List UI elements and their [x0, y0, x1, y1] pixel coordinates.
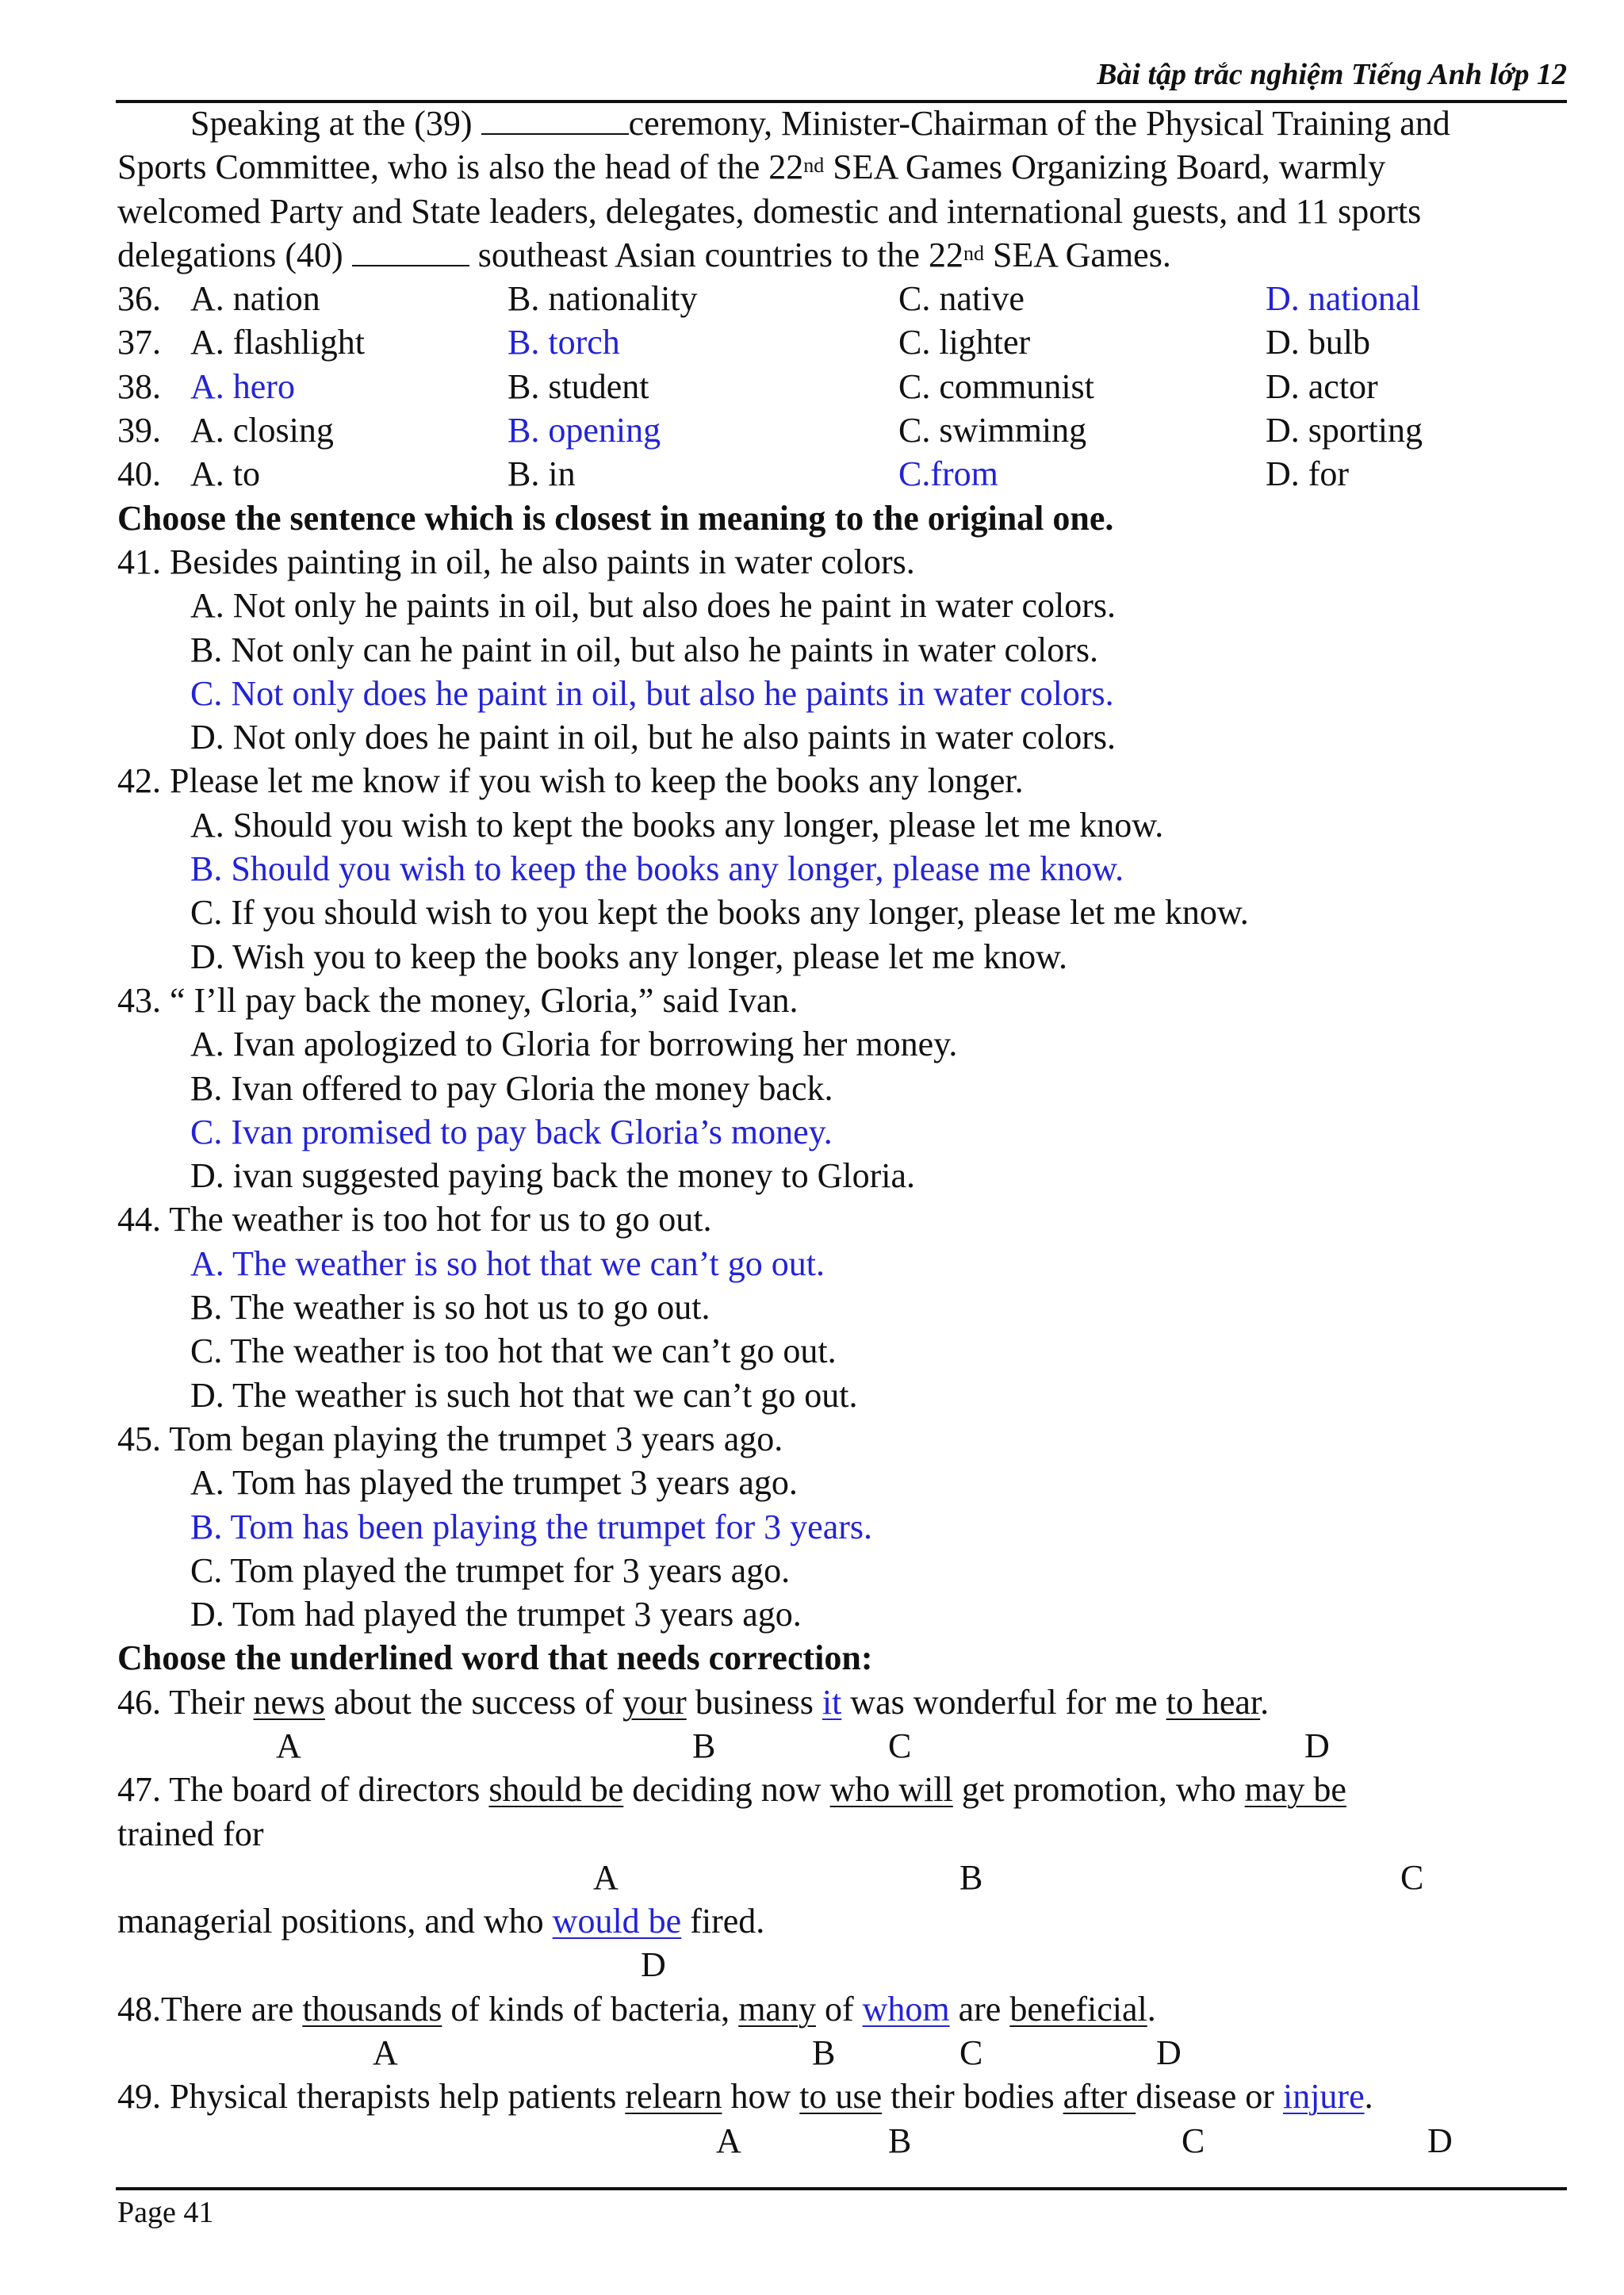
- question-number: 38.: [117, 366, 161, 406]
- question-44-stem: 44. The weather is too hot for us to go out.: [117, 1200, 712, 1239]
- page-number: Page 41: [117, 2196, 214, 2229]
- option-b: B. in: [508, 454, 576, 494]
- question-48: [117, 1987, 1561, 2031]
- question-number: 37.: [117, 323, 161, 362]
- letter-d: D: [1156, 2033, 1182, 2073]
- question-number: 39.: [117, 411, 161, 450]
- option-a-answer: A. hero: [190, 366, 295, 406]
- underlined-b: your: [622, 1682, 687, 1722]
- q44-option-b: B. The weather is so hot us to go out.: [190, 1288, 710, 1328]
- letter-a: A: [276, 1726, 301, 1765]
- q-text: their bodies: [882, 2077, 1063, 2117]
- q44-option-a-answer: A. The weather is so hot that we can’t go out.: [190, 1243, 825, 1283]
- question-number: 40.: [117, 454, 161, 494]
- underlined-d-answer: injure: [1282, 2077, 1365, 2117]
- underlined-a: relearn: [625, 2077, 722, 2117]
- option-d: D. bulb: [1266, 323, 1370, 362]
- q-text: of kinds of bacteria,: [442, 1989, 739, 2029]
- q-text: are: [949, 1989, 1010, 2029]
- question-43-stem: 43. “ I’ll pay back the money, Gloria,” said Ivan.: [117, 980, 799, 1020]
- section-heading-meaning: Choose the sentence which is closest in meaning to the original one.: [117, 498, 1114, 538]
- choice-row-40: [117, 452, 1561, 496]
- underlined-d: beneficial: [1009, 1989, 1147, 2029]
- q41-option-d: D. Not only does he paint in oil, but he also paints in water colors.: [190, 718, 1116, 757]
- letter-b: B: [959, 1857, 983, 1897]
- passage-line-2: [117, 145, 1561, 189]
- option-c-answer: C.from: [898, 454, 998, 494]
- passage-text: Sports Committee, who is also the head of the 22: [117, 148, 804, 187]
- q-text: disease or: [1136, 2077, 1283, 2117]
- underlined-b: to use: [799, 2077, 883, 2117]
- passage-line-4: [117, 233, 1561, 277]
- passage-line-1: [117, 102, 1561, 145]
- q-text: get promotion, who: [952, 1770, 1245, 1810]
- option-a: A. to: [190, 454, 260, 494]
- underlined-c-answer: it: [822, 1682, 842, 1722]
- option-c: C. communist: [898, 366, 1094, 406]
- option-c: C. swimming: [898, 411, 1087, 450]
- q41-option-b: B. Not only can he paint in oil, but also he paints in water colors.: [190, 630, 1099, 669]
- q-text: 48.There are: [117, 1989, 303, 2029]
- option-d-answer: D. national: [1266, 279, 1421, 319]
- letter-b: B: [888, 2121, 912, 2160]
- q45-option-b-answer: B. Tom has been playing the trumpet for 3 years.: [190, 1507, 873, 1546]
- letter-c: C: [1182, 2121, 1205, 2160]
- q45-option-d: D. Tom had played the trumpet 3 years ago.: [190, 1595, 802, 1634]
- q47-letter-d: [117, 1943, 1561, 1987]
- option-c: C. native: [898, 279, 1025, 319]
- passage-text: delegations (40): [117, 235, 352, 274]
- passage-text: ceremony, Minister-Chairman of the Physical Training and: [628, 104, 1450, 143]
- question-47-end: [117, 1899, 1561, 1943]
- q-text: managerial positions, and who: [117, 1902, 553, 1941]
- passage-text: SEA Games.: [983, 235, 1171, 274]
- letter-d: D: [1304, 1726, 1330, 1765]
- letter-a: A: [593, 1857, 619, 1897]
- q-text: fired.: [681, 1902, 765, 1941]
- letter-c: C: [888, 1726, 912, 1765]
- q-text: .: [1260, 1682, 1270, 1722]
- superscript: nd: [963, 241, 984, 265]
- q43-option-d: D. ivan suggested paying back the money to Gloria.: [190, 1156, 916, 1196]
- q-text: 47. The board of directors: [117, 1770, 489, 1810]
- passage-text: Speaking at the (39): [190, 104, 481, 143]
- q-text: 46. Their: [117, 1682, 254, 1722]
- q43-option-b: B. Ivan offered to pay Gloria the money back.: [190, 1068, 833, 1108]
- underlined-b: who will: [829, 1770, 953, 1810]
- underlined-c: after: [1063, 2077, 1136, 2117]
- q43-option-c-answer: C. Ivan promised to pay back Gloria’s money.: [190, 1112, 833, 1151]
- option-d: D. actor: [1266, 366, 1378, 406]
- q41-option-c-answer: C. Not only does he paint in oil, but also he paints in water colors.: [190, 673, 1114, 713]
- q-text: about the success of: [324, 1682, 623, 1722]
- q42-option-c: C. If you should wish to you kept the books any longer, please let me know.: [190, 893, 1249, 933]
- choice-row-39: [117, 408, 1561, 452]
- q45-option-c: C. Tom played the trumpet for 3 years ago.: [190, 1550, 791, 1590]
- option-d: D. for: [1266, 454, 1350, 494]
- option-c: C. lighter: [898, 323, 1031, 362]
- q-text: deciding now: [623, 1770, 830, 1810]
- q-text: of: [815, 1989, 863, 2029]
- letter-b: B: [692, 1726, 716, 1765]
- q41-option-a: A. Not only he paints in oil, but also does he paint in water colors.: [190, 586, 1116, 626]
- q47-letters: [117, 1856, 1561, 1899]
- question-45-stem: 45. Tom began playing the trumpet 3 years ago.: [117, 1419, 783, 1458]
- q-text: .: [1147, 1989, 1156, 2029]
- underlined-c: may be: [1244, 1770, 1346, 1810]
- q43-option-a: A. Ivan apologized to Gloria for borrowing her money.: [190, 1025, 958, 1064]
- q42-option-d: D. Wish you to keep the books any longer, please let me know.: [190, 937, 1068, 976]
- header-title: Bài tập trắc nghiệm Tiếng Anh lớp 12: [1097, 58, 1567, 91]
- option-b-answer: B. torch: [508, 323, 620, 362]
- q49-letters: [117, 2119, 1561, 2163]
- choice-row-38: [117, 365, 1561, 408]
- question-42-stem: 42. Please let me know if you wish to keep the books any longer.: [117, 761, 1024, 801]
- content: [117, 102, 1561, 2163]
- q-text: business: [686, 1682, 822, 1722]
- blank-39: [481, 102, 629, 135]
- q44-option-d: D. The weather is such hot that we can’t go out.: [190, 1375, 858, 1415]
- passage-text: welcomed Party and State leaders, delegates, domestic and international guests, and 11 sports: [117, 191, 1422, 231]
- q-text: .: [1364, 2077, 1373, 2117]
- question-47: [117, 1768, 1561, 1811]
- question-46: [117, 1680, 1561, 1724]
- q45-option-a: A. Tom has played the trumpet 3 years ago.: [190, 1463, 798, 1503]
- letter-a: A: [716, 2121, 741, 2160]
- letter-d: D: [641, 1945, 666, 1985]
- q42-option-b-answer: B. Should you wish to keep the books any longer, please me know.: [190, 849, 1124, 889]
- passage-line-3: [117, 190, 1561, 233]
- option-a: A. flashlight: [190, 323, 365, 362]
- q46-letters: [117, 1724, 1561, 1768]
- blank-40: [352, 233, 469, 266]
- q-text: how: [722, 2077, 800, 2117]
- underlined-b: many: [738, 1989, 816, 2029]
- underlined-a: news: [253, 1682, 325, 1722]
- question-47-cont: trained for: [117, 1814, 264, 1853]
- option-b-answer: B. opening: [508, 411, 661, 450]
- choice-row-37: [117, 320, 1561, 364]
- q-text: 49. Physical therapists help patients: [117, 2077, 626, 2117]
- question-41-stem: 41. Besides painting in oil, he also paints in water colors.: [117, 542, 915, 581]
- option-d: D. sporting: [1266, 411, 1423, 450]
- passage-text: southeast Asian countries to the 22: [469, 235, 963, 274]
- superscript: nd: [803, 154, 825, 178]
- option-b: B. student: [508, 366, 649, 406]
- section-heading-correction: Choose the underlined word that needs correction:: [117, 1638, 873, 1678]
- letter-c: C: [959, 2033, 983, 2073]
- option-a: A. closing: [190, 411, 334, 450]
- underlined-a: should be: [488, 1770, 624, 1810]
- question-number: 36.: [117, 279, 161, 319]
- q48-letters: [117, 2031, 1561, 2075]
- q44-option-c: C. The weather is too hot that we can’t go out.: [190, 1331, 837, 1371]
- question-49: [117, 2075, 1561, 2118]
- underlined-d-answer: would be: [552, 1902, 682, 1941]
- letter-b: B: [812, 2033, 836, 2073]
- option-b: B. nationality: [508, 279, 698, 319]
- underlined-d: to hear: [1166, 1682, 1261, 1722]
- option-a: A. nation: [190, 279, 320, 319]
- letter-a: A: [373, 2033, 398, 2073]
- choice-row-36: [117, 277, 1561, 320]
- underlined-c-answer: whom: [862, 1989, 950, 2029]
- letter-c: C: [1400, 1857, 1424, 1897]
- passage-text: SEA Games Organizing Board, warmly: [824, 148, 1386, 187]
- q42-option-a: A. Should you wish to kept the books any longer, please let me know.: [190, 805, 1164, 845]
- letter-d: D: [1427, 2121, 1453, 2160]
- underlined-a: thousands: [302, 1989, 442, 2029]
- footer-rule: [116, 2187, 1567, 2190]
- q-text: was wonderful for me: [841, 1682, 1166, 1722]
